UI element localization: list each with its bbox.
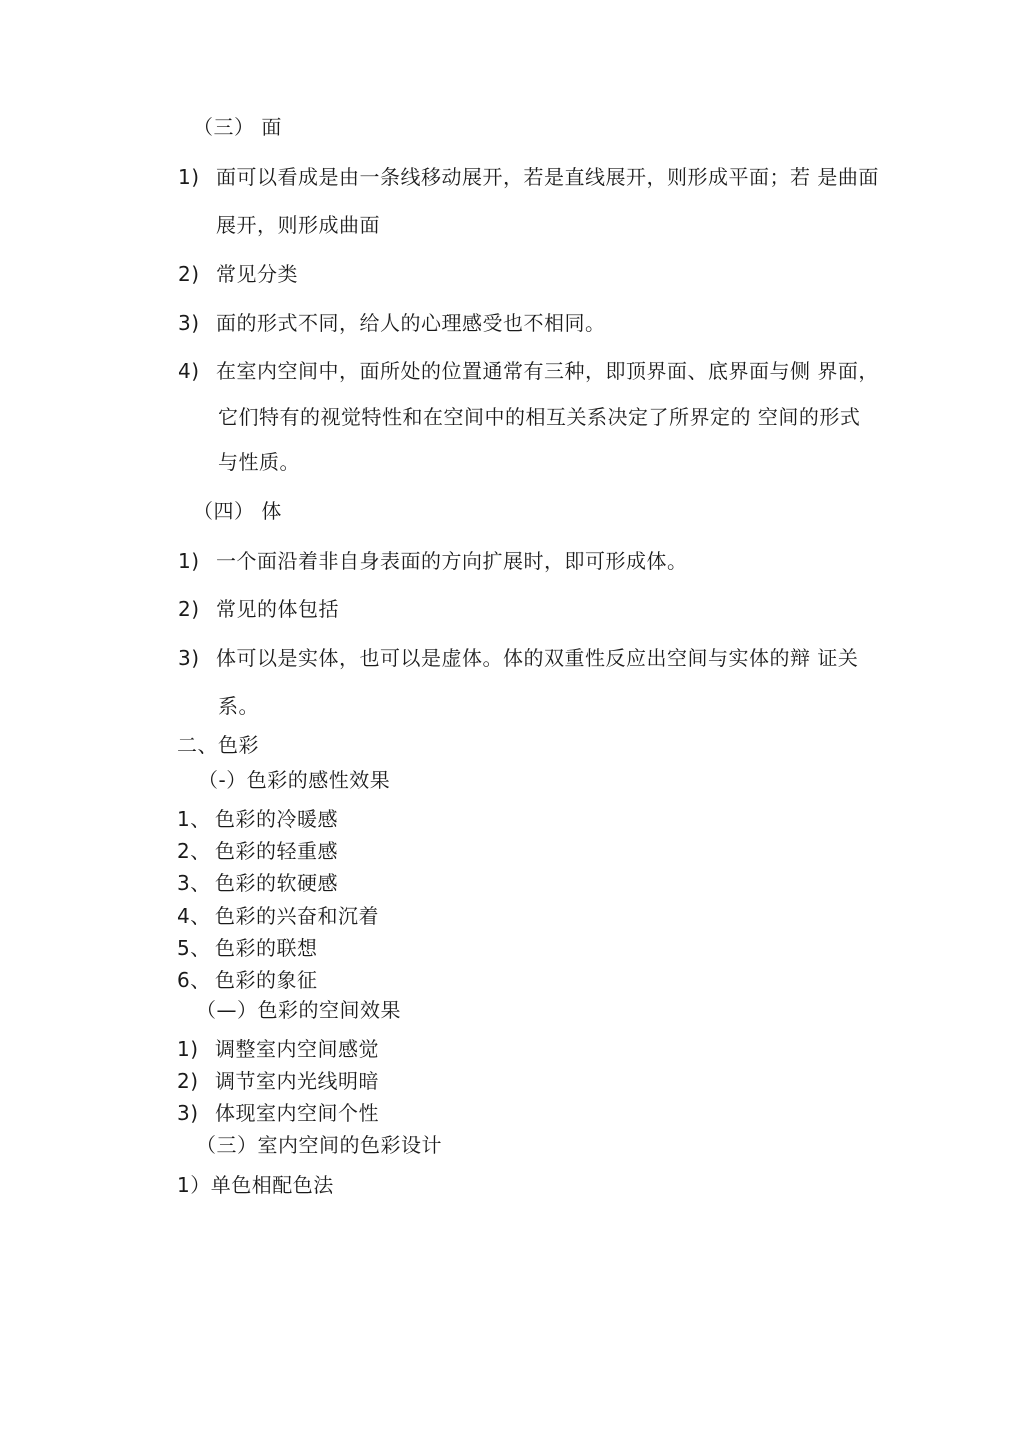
list-item xyxy=(177,1100,379,1126)
item-number: 3) xyxy=(178,646,200,670)
item-text: 在室内空间中，面所处的位置通常有三种，即顶界面、底界面与侧 界面， xyxy=(216,359,879,383)
list-item xyxy=(178,548,688,574)
section-heading-face: （三） 面 xyxy=(193,115,282,139)
item-text-continuation: 它们特有的视觉特性和在空间中的相互关系决定了所界定的 空间的形式 xyxy=(218,405,861,429)
section-title-color: 二、色彩 xyxy=(177,733,259,757)
item-number: 2、 xyxy=(177,839,211,863)
item-number: 5、 xyxy=(177,936,211,960)
subsection-heading-design: （三）室内空间的色彩设计 xyxy=(196,1133,442,1157)
list-item xyxy=(177,903,379,929)
item-number: 2) xyxy=(178,262,200,286)
item-number: 4) xyxy=(178,359,200,383)
item-number: 1) xyxy=(178,549,200,573)
item-text-continuation: 展开，则形成曲面 xyxy=(216,213,380,237)
subsection-heading-perceptual: （-）色彩的感性效果 xyxy=(198,768,391,792)
item-number: 3、 xyxy=(177,871,211,895)
item-number: 1、 xyxy=(177,807,211,831)
list-item xyxy=(178,164,879,190)
item-text: 调整室内空间感觉 xyxy=(215,1037,379,1061)
item-text-continuation: 与性质。 xyxy=(218,450,300,474)
item-text: 体可以是实体，也可以是虚体。体的双重性反应出空间与实体的辩 证关 xyxy=(216,646,859,670)
list-item xyxy=(178,310,606,336)
item-text: 体现室内空间个性 xyxy=(215,1101,379,1125)
section-heading-body: （四） 体 xyxy=(193,499,282,523)
item-number: 1) xyxy=(178,165,200,189)
list-item xyxy=(178,261,298,287)
list-item xyxy=(177,935,318,961)
item-number: 3) xyxy=(178,311,200,335)
item-text: 色彩的兴奋和沉着 xyxy=(215,904,379,928)
list-item xyxy=(177,806,338,832)
subsection-heading-spatial: （—）色彩的空间效果 xyxy=(196,998,401,1022)
item-text: 面的形式不同，给人的心理感受也不相同。 xyxy=(216,311,606,335)
list-item xyxy=(177,1036,379,1062)
item-text: 色彩的软硬感 xyxy=(215,871,338,895)
item-number: 2) xyxy=(178,597,200,621)
list-item xyxy=(177,838,338,864)
item-number: 3) xyxy=(177,1101,199,1125)
list-item: 1）单色相配色法 xyxy=(177,1173,334,1197)
list-item xyxy=(178,596,339,622)
item-text: 一个面沿着非自身表面的方向扩展时，即可形成体。 xyxy=(216,549,688,573)
item-text: 色彩的象征 xyxy=(215,968,318,992)
item-text: 常见分类 xyxy=(216,262,298,286)
item-number: 2) xyxy=(177,1069,199,1093)
item-text: 色彩的轻重感 xyxy=(215,839,338,863)
item-text: 调节室内光线明暗 xyxy=(215,1069,379,1093)
item-text-continuation: 系。 xyxy=(218,694,259,718)
list-item xyxy=(177,967,318,993)
item-number: 6、 xyxy=(177,968,211,992)
list-item xyxy=(177,870,338,896)
item-text: 面可以看成是由一条线移动展开，若是直线展开，则形成平面；若 是曲面 xyxy=(216,165,879,189)
item-text: 色彩的联想 xyxy=(215,936,318,960)
item-text: 色彩的冷暖感 xyxy=(215,807,338,831)
item-number: 1) xyxy=(177,1037,199,1061)
list-item xyxy=(178,645,858,671)
item-text: 常见的体包括 xyxy=(216,597,339,621)
list-item xyxy=(177,1068,379,1094)
list-item xyxy=(178,358,879,384)
item-number: 4、 xyxy=(177,904,211,928)
